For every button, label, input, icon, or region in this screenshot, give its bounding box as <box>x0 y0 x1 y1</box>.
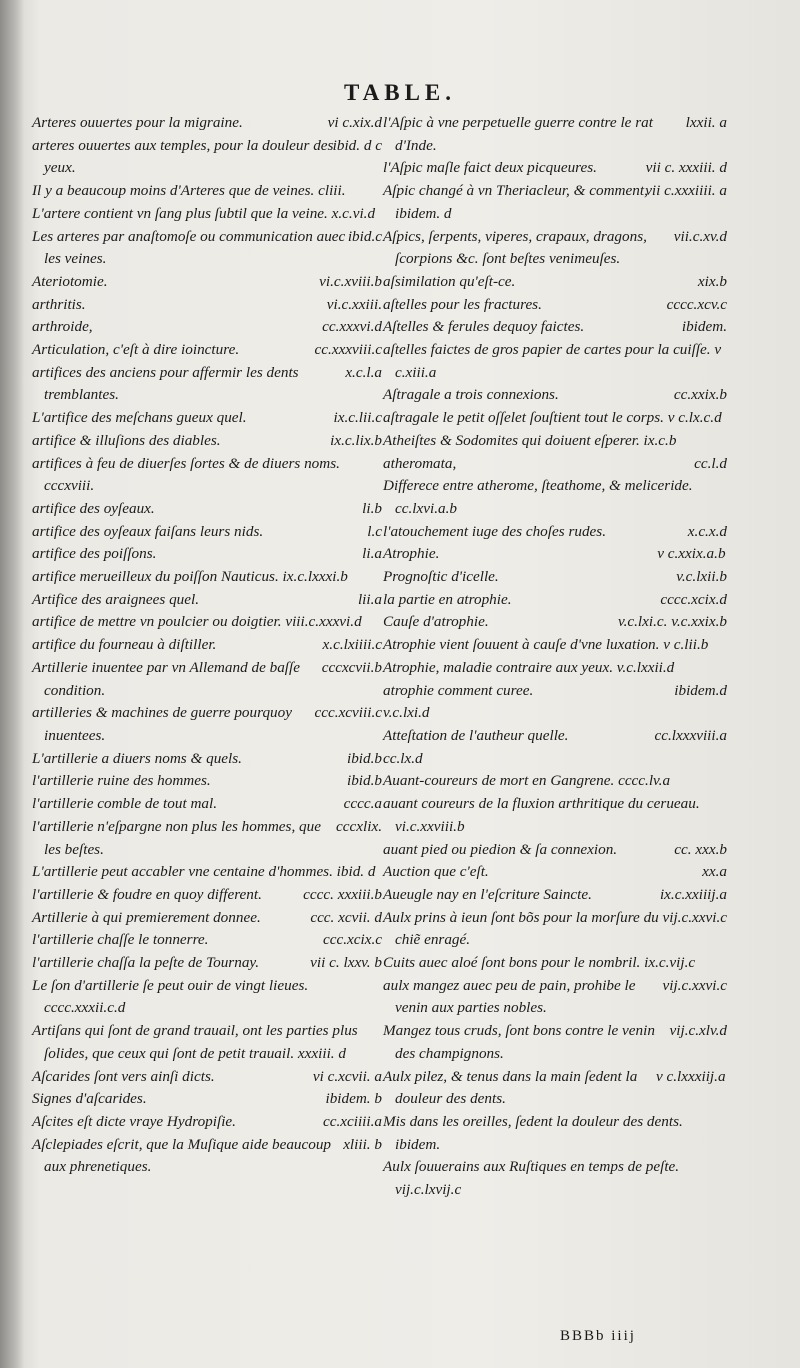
index-entry-reference: vii c.xxxiiii. a <box>645 182 727 200</box>
index-entry-reference: vij.c.xlv.d <box>669 1022 727 1040</box>
index-entry-text: Aſcites eſt dicte vraye Hydropiſie. <box>32 1112 236 1130</box>
index-entry-text: l'artillerie ruine des hommes. <box>32 772 211 790</box>
index-entry-reference: vi.c.xviii.b <box>319 272 382 290</box>
index-entry-reference: l.c <box>367 522 382 540</box>
index-entry <box>383 1020 727 1065</box>
index-entry-text: Auant-coureurs de mort en Gangrene. cccc.lv.a <box>383 772 671 790</box>
index-entry <box>383 975 727 1020</box>
index-entry-reference: li.a <box>362 545 382 563</box>
index-entry-reference: vii c. lxxv. b <box>310 954 382 972</box>
index-entry <box>32 1020 382 1065</box>
index-entry-text: artifices des anciens pour affermir les dents tremblantes. <box>32 363 299 404</box>
index-entry-text: Aſpics, ſerpents, viperes, crapaux, dragons, ſcorpions &c. ſont beſtes venimeuſes. <box>383 227 647 268</box>
index-entry-text: auant pied ou piedion & ſa connexion. <box>383 840 618 858</box>
index-entry <box>383 861 727 884</box>
index-entry <box>383 226 727 271</box>
index-entry-reference: vij.c.xxvi.c <box>662 976 727 994</box>
index-entry-text: Artiſans qui ſont de grand trauail, ont les parties plus ſolides, que ceux qui ſont de petit trauail. xxxiii. d <box>32 1022 358 1062</box>
index-entry-reference: vij.c.xxvi.c <box>662 908 727 926</box>
index-entry-text: Artillerie inuentee par vn Allemand de baſſe condition. <box>32 658 300 699</box>
index-entry <box>383 770 727 793</box>
index-entry <box>32 929 382 952</box>
index-entry <box>32 543 382 566</box>
index-entry <box>32 1088 382 1111</box>
index-entry-reference: cc.l.d <box>694 454 727 472</box>
index-entry <box>32 566 382 589</box>
index-entry <box>383 589 727 612</box>
index-entry-reference: v.c.lxi.c. v.c.xxix.b <box>617 613 727 631</box>
index-entry-text: l'Aſpic à vne perpetuelle guerre contre le rat d'Inde. <box>383 114 653 154</box>
index-entry <box>32 657 382 702</box>
index-entry-text: aſtelles faictes de gros papier de cartes pour la cuiſſe. v c.xiii.a <box>383 341 722 381</box>
index-entry-text: Prognoſtic d'icelle. <box>383 568 499 586</box>
index-entry-text: l'artillerie comble de tout mal. <box>32 795 218 813</box>
index-entry-text: Atrophie, maladie contraire aux yeux. v.c.lxxii.d <box>383 658 675 676</box>
index-entry-text: L'artere contient vn ſang plus ſubtil que la veine. x.c.vi.d <box>32 204 376 222</box>
index-entry-reference: ix.c.lii.c <box>333 409 382 427</box>
index-entry <box>32 589 382 612</box>
index-entry-text: artifice des oyſeaux faiſans leurs nids. <box>32 522 264 540</box>
index-entry-reference: v c.lxxxiij.a <box>655 1067 726 1085</box>
index-entry-reference: vii.c.xv.d <box>673 227 727 245</box>
index-entry-text: artifices à feu de diuerſes ſortes & de diuers noms. cccxviii. <box>32 454 340 495</box>
index-entry-text: Mis dans les oreilles, ſedent la douleur des dents. ibidem. <box>383 1112 683 1153</box>
index-entry-text: Atteſtation de l'autheur quelle. <box>383 726 569 744</box>
index-entry-text: v.c.lxi.d <box>383 704 430 722</box>
index-entry-text: l'artillerie chaſſa la peſte de Tournay. <box>32 954 260 972</box>
page-title: TABLE. <box>343 80 457 105</box>
index-entry-text: Aulx prins à ieun ſont bõs pour la morſure du chiẽ enragé. <box>383 908 659 949</box>
index-column-left <box>32 112 382 1179</box>
index-entry-text: Aſtragale a trois connexions. <box>383 386 559 404</box>
index-entry-reference: xliii. b <box>343 1135 382 1153</box>
index-entry-reference: x.c.lxiiii.c <box>322 636 382 654</box>
index-entry <box>32 430 382 453</box>
index-entry-text: Atrophie. <box>383 545 440 563</box>
index-entry-reference: ix.c.xxiiij.a <box>659 885 727 903</box>
index-entry-reference: li.b <box>362 499 382 517</box>
index-entry <box>383 430 727 453</box>
index-entry <box>383 112 727 157</box>
index-entry <box>383 884 727 907</box>
index-entry-text: L'artillerie a diuers noms & quels. <box>32 749 242 767</box>
index-entry <box>32 861 382 884</box>
index-entry-reference: cccxlix. <box>336 817 382 835</box>
index-entry-reference: xx.a <box>702 863 727 881</box>
index-entry-reference: ccc.xcviii.c <box>314 704 382 722</box>
index-entry <box>32 339 382 362</box>
index-entry-reference: cccc.xcix.d <box>660 590 727 608</box>
index-entry-reference: cc. xxx.b <box>674 840 727 858</box>
index-entry-reference: ibid.c <box>347 227 382 245</box>
index-entry-reference: ibidem. b <box>325 1090 382 1108</box>
index-entry-text: Ateriotomie. <box>32 272 108 290</box>
index-entry <box>32 1111 382 1134</box>
index-entry-text: Il y a beaucoup moins d'Arteres que de veines. cliii. <box>32 182 346 200</box>
index-entry-text: l'artillerie n'eſpargne non plus les hommes, que les beſtes. <box>32 817 321 858</box>
index-entry <box>383 1066 727 1111</box>
index-entry <box>383 271 727 294</box>
index-entry <box>383 680 727 703</box>
index-entry <box>383 634 727 657</box>
index-entry <box>32 226 382 271</box>
index-entry <box>32 634 382 657</box>
index-entry-text: artilleries & machines de guerre pourquoy inuentees. <box>32 704 292 744</box>
index-entry <box>383 1111 727 1156</box>
index-entry <box>32 816 382 861</box>
index-entry-text: Aſtelles & ferules dequoy faictes. <box>383 318 585 336</box>
index-entry <box>32 362 382 407</box>
index-entry <box>383 839 727 862</box>
index-entry <box>383 748 727 771</box>
index-entry <box>32 203 382 226</box>
index-entry <box>383 952 727 975</box>
index-entry <box>383 907 727 952</box>
index-entry-text: artifice & illuſions des diables. <box>32 431 221 449</box>
index-entry <box>32 316 382 339</box>
index-entry-reference: ix.c.lix.b <box>330 431 382 449</box>
index-entry <box>32 498 382 521</box>
index-entry <box>383 566 727 589</box>
index-entry <box>383 339 727 384</box>
index-entry-text: Artillerie à qui premierement donnee. <box>32 908 261 926</box>
index-entry <box>32 271 382 294</box>
index-entry-reference: ccc. xcvii. d <box>310 908 382 926</box>
index-entry-reference: cc.xxxviii.c <box>314 341 382 359</box>
index-entry-text: l'atouchement iuge des choſes rudes. <box>383 522 606 540</box>
index-entry-reference: x.c.x.d <box>687 522 727 540</box>
index-entry <box>32 112 382 135</box>
index-entry <box>32 135 382 180</box>
index-entry-reference: vi.c.xxiii. <box>326 295 382 313</box>
index-entry-text: Differece entre atherome, ſteathome, & meliceride. cc.lxvi.a.b <box>383 477 693 517</box>
index-entry-reference: cc.xxxvi.d <box>322 318 382 336</box>
index-entry-text: Auction que c'eſt. <box>383 863 489 881</box>
index-entry-text: Mangez tous cruds, ſont bons contre le venin des champignons. <box>383 1022 655 1062</box>
index-entry-text: Atrophie vient ſouuent à cauſe d'vne luxation. v c.lii.b <box>383 636 709 654</box>
index-entry-text: aulx mangez auec peu de pain, prohibe le venin aux parties nobles. <box>383 976 636 1017</box>
index-entry-reference: vii c. xxxiii. d <box>645 159 727 177</box>
index-entry-text: artifice des oyſeaux. <box>32 499 155 517</box>
index-entry <box>383 407 727 430</box>
index-entry-text: Articulation, c'eſt à dire ioincture. <box>32 341 240 359</box>
index-entry-text: Arteres ouuertes pour la migraine. <box>32 114 243 131</box>
index-entry-text: arthroide, <box>32 318 93 336</box>
index-entry-text: artifice merueilleux du poiſſon Nauticus. ix.c.lxxxi.b <box>32 568 348 586</box>
index-entry-reference: xix.b <box>697 272 727 290</box>
index-entry-text: arteres ouuertes aux temples, pour la douleur des yeux. <box>32 136 334 177</box>
index-entry-text: Atheiſtes & Sodomites qui doiuent eſperer. ix.c.b <box>383 431 677 449</box>
index-entry-text: atheromata, <box>383 454 457 472</box>
index-entry <box>383 1156 727 1201</box>
index-entry-reference: cccxcvii.b <box>321 658 382 676</box>
index-entry <box>383 384 727 407</box>
index-entry-reference: cc.lxxxviii.a <box>654 726 727 744</box>
index-entry-reference: v.c.lxii.b <box>676 568 727 586</box>
index-entry <box>32 975 382 1020</box>
index-entry-reference: cc.xciiii.a <box>322 1112 382 1130</box>
index-entry-reference: cccc. xxxiii.b <box>303 885 382 903</box>
index-entry <box>32 748 382 771</box>
index-entry-reference: vi c.xcvii. a <box>312 1067 382 1085</box>
index-entry <box>383 543 727 566</box>
index-entry-text: Artifice des araignees quel. <box>32 590 200 608</box>
signature-mark: BBBb iiij <box>560 1328 636 1344</box>
index-entry-reference: lxxii. a <box>685 114 727 131</box>
index-entry-text: Aulx pilez, & tenus dans la main ſedent la douleur des dents. <box>383 1067 638 1108</box>
index-entry-reference: ibid.b <box>346 749 382 767</box>
index-entry-reference: v c.xxix.a.b <box>657 545 726 563</box>
index-entry-reference: ibidem. <box>681 318 727 336</box>
index-entry-text: Signes d'aſcarides. <box>32 1090 147 1108</box>
index-entry <box>383 475 727 520</box>
index-entry-text: L'artifice des meſchans gueux quel. <box>32 409 247 427</box>
index-entry <box>32 611 382 634</box>
index-entry-reference: cccc.xcv.c <box>666 295 727 313</box>
index-entry-text: aſtragale le petit oſſelet ſouſtient tout le corps. v c.lx.c.d <box>383 409 722 427</box>
index-entry-text: cc.lx.d <box>383 749 423 767</box>
index-entry <box>383 725 727 748</box>
index-entry-reference: ibid. d c <box>332 136 382 154</box>
index-entry <box>383 180 727 225</box>
index-entry-text: Aſcarides ſont vers ainſi dicts. <box>32 1067 215 1085</box>
index-entry-reference: ibid.b <box>346 772 382 790</box>
index-entry <box>32 702 382 747</box>
index-entry-text: l'Aſpic maſle faict deux picqueures. <box>383 159 597 177</box>
index-entry-text: auant coureurs de la fluxion arthritique du cerueau. vi.c.xxviii.b <box>383 795 700 835</box>
index-entry-text: Aulx ſouuerains aux Ruſtiques en temps de peſte. vij.c.lxvij.c <box>383 1158 680 1199</box>
index-entry <box>32 884 382 907</box>
index-entry-text: artifice des poiſſons. <box>32 545 157 563</box>
index-entry-text: Cauſe d'atrophie. <box>383 613 489 631</box>
index-entry-reference: x.c.l.a <box>345 363 382 381</box>
index-entry-text: Les arteres par anaſtomoſe ou communication auec les veines. <box>32 227 346 268</box>
index-entry-text: L'artillerie peut accabler vne centaine d'hommes. ibid. d <box>32 863 376 881</box>
index-entry <box>383 316 727 339</box>
index-entry <box>32 180 382 203</box>
index-entry <box>383 294 727 317</box>
index-entry <box>32 1066 382 1089</box>
index-entry <box>32 407 382 430</box>
index-entry-text: l'artillerie & foudre en quoy different. <box>32 885 262 903</box>
index-entry-reference: vi c.xix.d <box>327 114 382 131</box>
index-entry-text: artifice de mettre vn poulcier ou doigtier. viii.c.xxxvi.d <box>32 613 362 631</box>
index-entry-text: aſtelles pour les fractures. <box>383 295 542 313</box>
index-entry <box>383 793 727 838</box>
index-entry <box>32 770 382 793</box>
index-entry <box>383 453 727 476</box>
index-entry-text: Aſclepiades eſcrit, que la Muſique aide beaucoup aux phrenetiques. <box>32 1135 332 1176</box>
index-entry <box>32 952 382 975</box>
index-entry-text: Cuits auec aloé ſont bons pour le nombril. ix.c.vij.c <box>383 954 696 972</box>
index-entry <box>32 1134 382 1179</box>
index-entry <box>383 521 727 544</box>
index-entry-text: Le ſon d'artillerie ſe peut ouir de vingt lieues. cccc.xxxii.c.d <box>32 976 309 1017</box>
index-entry <box>32 294 382 317</box>
index-entry-text: l'artillerie chaſſe le tonnerre. <box>32 931 209 949</box>
index-entry <box>383 657 727 680</box>
index-entry-reference: ibidem.d <box>674 681 727 699</box>
index-entry-text: aſsimilation qu'eſt-ce. <box>383 272 516 290</box>
index-entry-text: atrophie comment curee. <box>383 681 534 699</box>
index-column-right <box>383 112 727 1202</box>
index-entry-text: la partie en atrophie. <box>383 590 512 608</box>
index-entry <box>383 702 727 725</box>
index-entry-text: artifice du fourneau à diſtiller. <box>32 636 217 654</box>
index-entry <box>32 521 382 544</box>
index-entry-text: arthritis. <box>32 295 86 313</box>
index-entry <box>32 793 382 816</box>
index-entry-text: Aſpic changé à vn Theriacleur, & comment, ibidem. d <box>383 182 648 222</box>
binding-gutter <box>0 0 24 1368</box>
index-entry <box>383 157 727 180</box>
index-entry-reference: lii.a <box>357 590 382 608</box>
index-entry <box>32 453 382 498</box>
index-entry <box>383 611 727 634</box>
index-entry-text: Aueugle nay en l'eſcriture Saincte. <box>383 885 592 903</box>
index-entry <box>32 907 382 930</box>
index-entry-reference: cc.xxix.b <box>673 386 727 404</box>
index-entry-reference: cccc.a <box>343 795 382 813</box>
index-entry-reference: ccc.xcix.c <box>323 931 382 949</box>
